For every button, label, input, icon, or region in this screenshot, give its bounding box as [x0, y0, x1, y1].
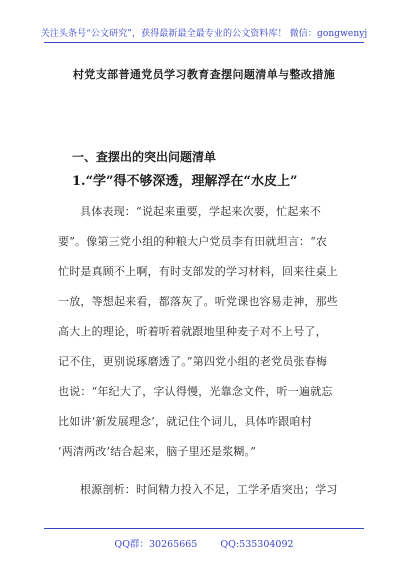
body-line-8: 比如讲‘新发展理念’，就记住个词儿，具体咋跟咱村 — [58, 415, 312, 428]
footer-qq: QQ:535304092 — [220, 539, 294, 550]
header-divider — [44, 42, 364, 43]
body-line-3: 忙时是真顾不上啊，有时支部发的学习材料，回来往桌上 — [58, 265, 338, 278]
body-line-5: 高大上的理论，听着听着就跟地里种麦子对不上号了， — [58, 325, 327, 338]
body-line-9: ‘两清两改’结合起来，脑子里还是浆糊。” — [58, 445, 257, 458]
footer-contact — [0, 536, 408, 550]
promo-banner: 关注头条号“公文研究”，获得最新最全最专业的公文资料库！ 微信：gongwenyj — [40, 29, 368, 39]
footer-divider — [44, 528, 364, 529]
body-line-7: 也说：“年纪大了，字认得慢，光靠念文件，听一遍就忘 — [58, 385, 333, 398]
section-heading: 一、查摆出的突出问题清单 — [72, 150, 217, 164]
body-line-6: 记不住，更别说琢磨透了。”第四党小组的老党员张春梅 — [58, 355, 328, 368]
body-line-1: 具体表现：“说起来重要，学起来次要，忙起来不 — [80, 205, 322, 218]
sub-heading: 1.“学”得不够深透，理解浮在“水皮上” — [72, 174, 298, 189]
body-line-10: 根源剖析：时间精力投入不足，工学矛盾突出；学习 — [80, 483, 338, 496]
body-line-2: 要”。像第三党小组的种粮大户党员李有田就坦言：“农 — [58, 235, 328, 248]
footer-qq-group: QQ群：30265665 — [114, 539, 198, 550]
body-line-4: 一放，等想起来看，都落灰了。听党课也容易走神，那些 — [58, 295, 338, 308]
document-title: 村党支部普通党员学习教育查摆问题清单与整改措施 — [72, 68, 336, 81]
